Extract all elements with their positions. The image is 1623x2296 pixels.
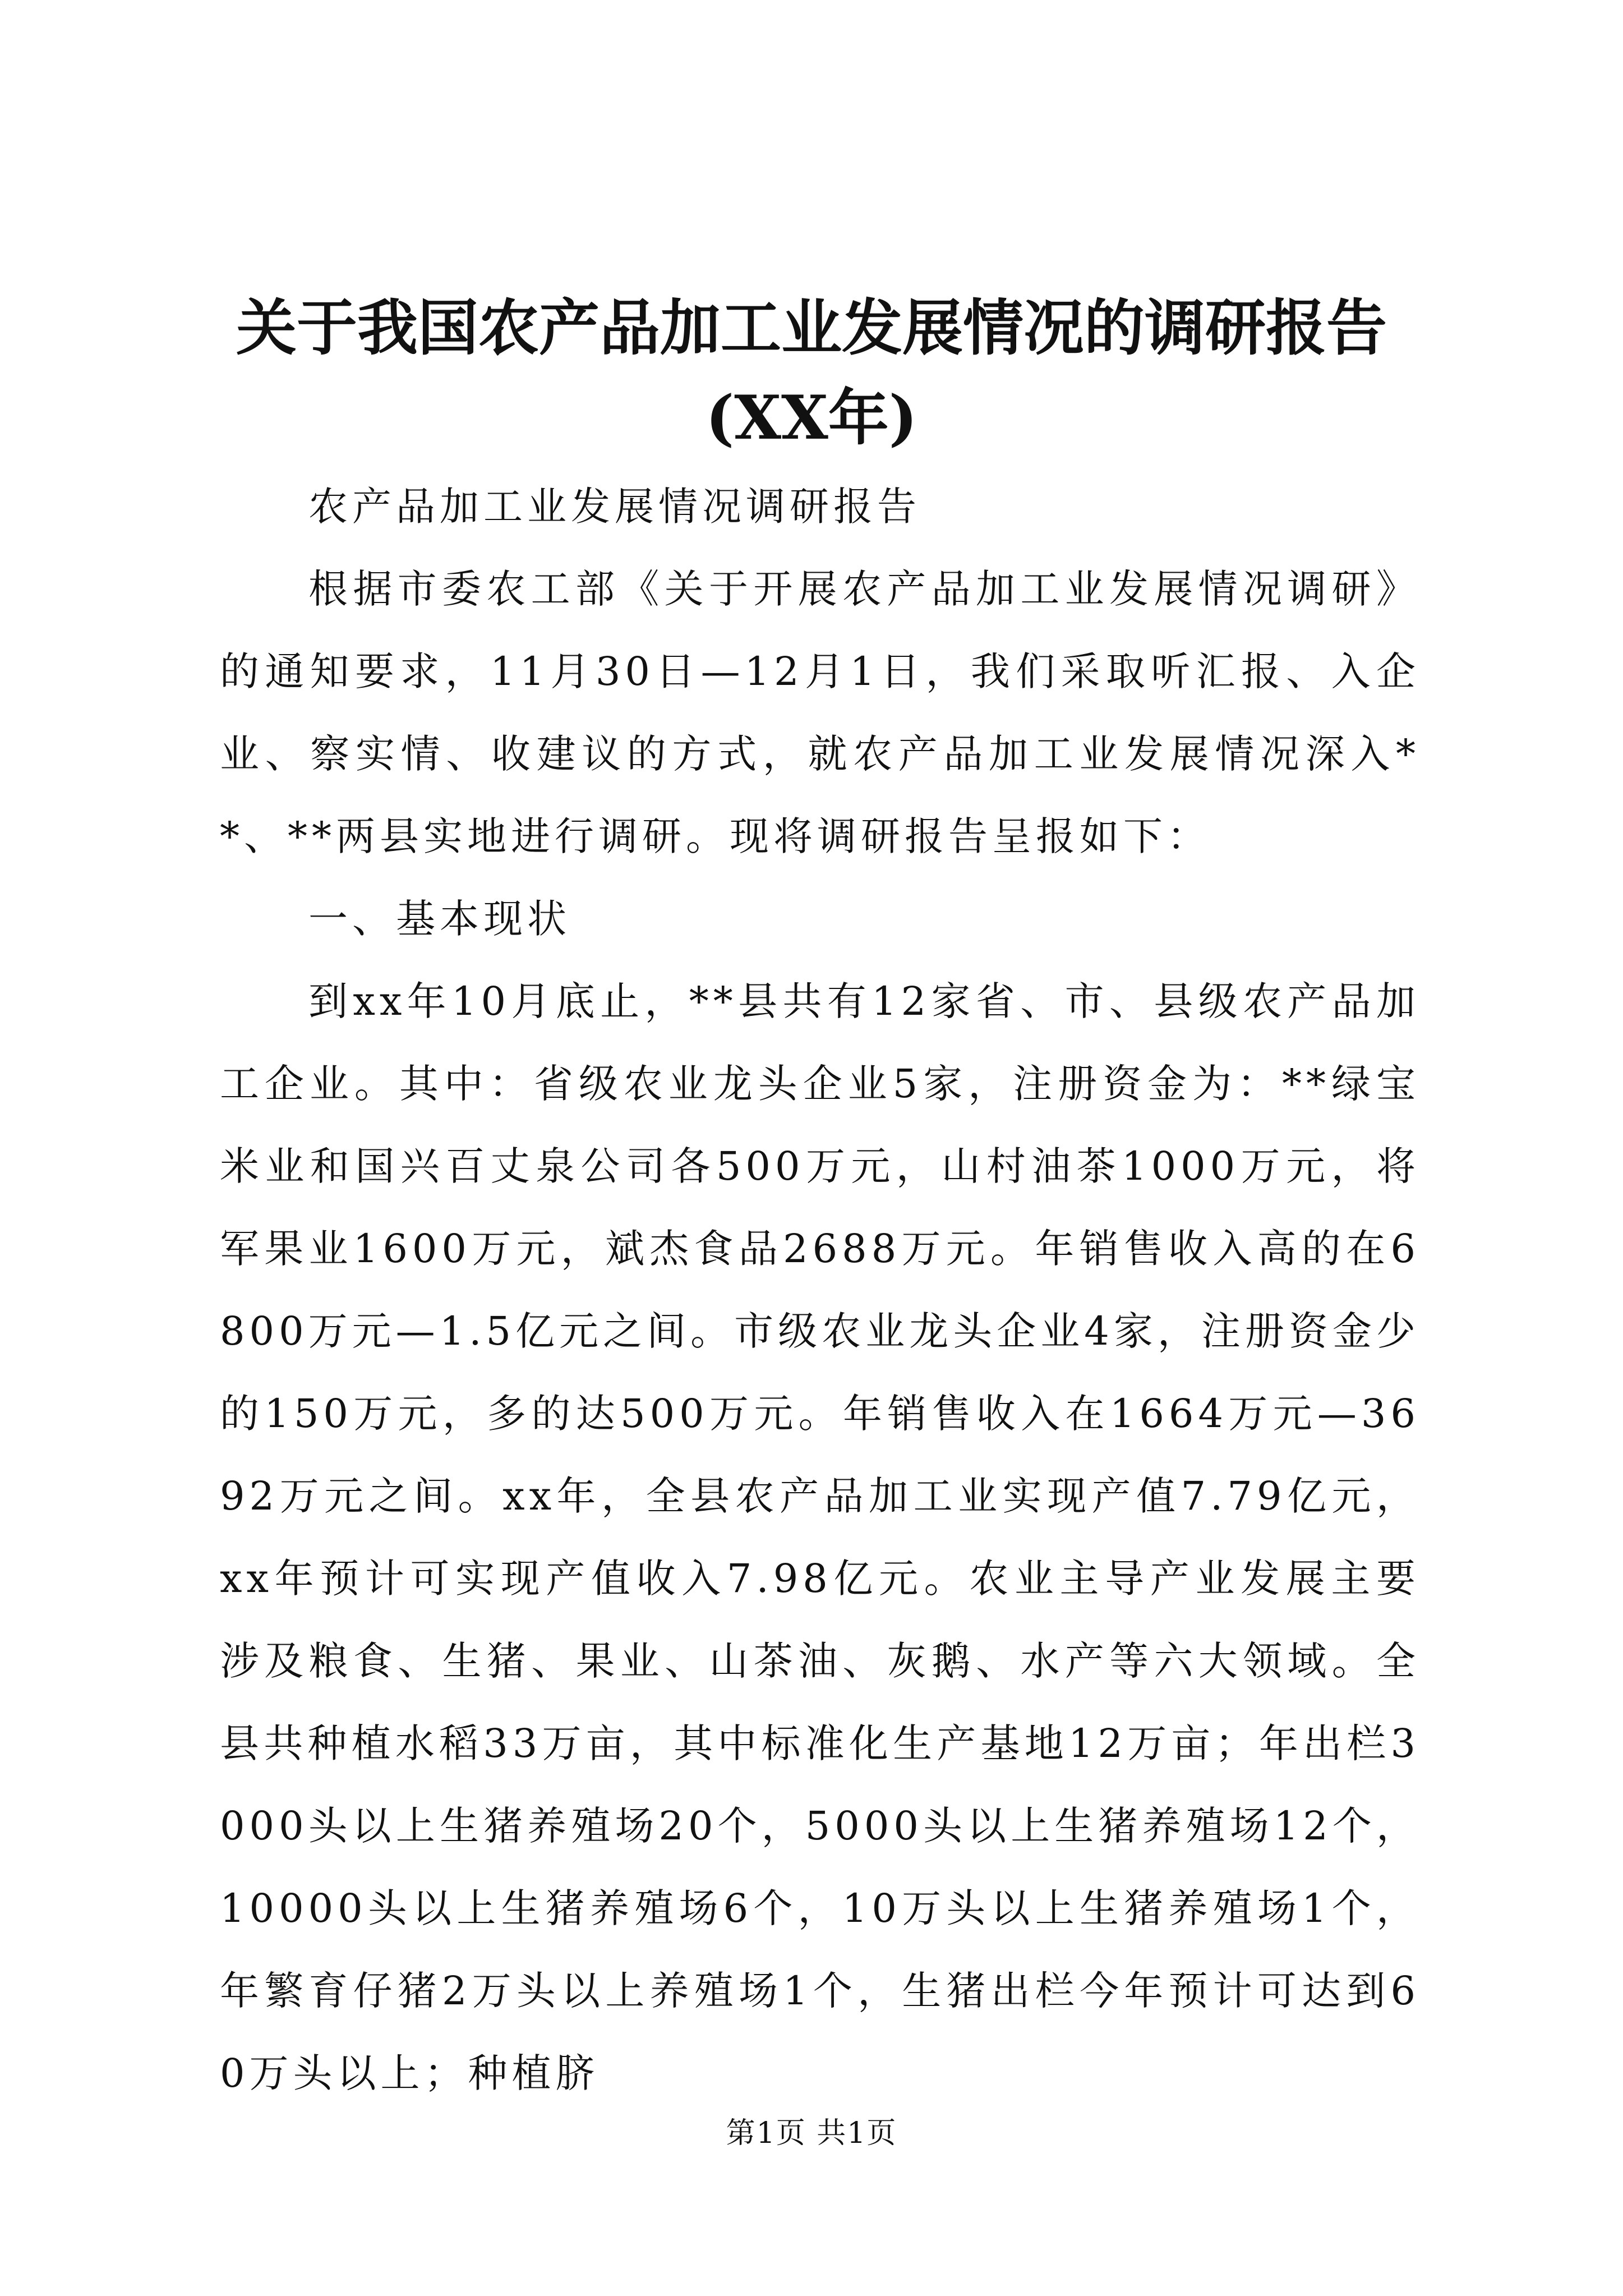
subtitle-paragraph: 农产品加工业发展情况调研报告 xyxy=(308,484,921,530)
body-paragraph: 到xx年10月底止，**县共有12家省、市、县级农产品加工企业。其中：省级农业龙头企业5家，注册资金为：**绿宝米业和国兴百丈泉公司各500万元，山村油茶1000万元，将军果业1600万元，斌杰食品2688万元。年销售收入高的在6800万元—1.5亿元之间。市级农业龙头企业4家，注册资金少的150万元，多的达500万元。年销售收入在1664万元—3692万元之间。xx年，全县农产品加工业实现产值7.79亿元，xx年预计可实现产值收入7.98亿元。农业主导产业发展主要涉及粮食、生猪、果业、山茶油、灰鹅、水产等六大领域。全县共种植水稻33万亩，其中标准化生产基地12万亩；年出栏3000头以上生猪养殖场20个，5000头以上生猪养殖场12个，10000头以上生猪养殖场6个，10万头以上生猪养殖场1个，年繁育仔猪2万头以上养殖场1个，生猪出栏今年预计可达到60万头以上；种植脐 xyxy=(220,978,1420,2096)
intro-paragraph: 根据市委农工部《关于开展农产品加工业发展情况调研》的通知要求，11月30日—12月1日，我们采取听汇报、入企业、察实情、收建议的方式，就农产品加工业发展情况深入**、**两县实地进行调研。现将调研报告呈报如下： xyxy=(220,566,1420,859)
document-body xyxy=(220,466,1420,2115)
title-line-2: (XX年) xyxy=(706,383,917,453)
document-title xyxy=(168,283,1455,463)
title-line-1: 关于我国农产品加工业发展情况的调研报告 xyxy=(236,293,1387,364)
section-heading: 一、基本现状 xyxy=(308,896,571,942)
page-footer: 第1页 共1页 xyxy=(726,2116,897,2150)
